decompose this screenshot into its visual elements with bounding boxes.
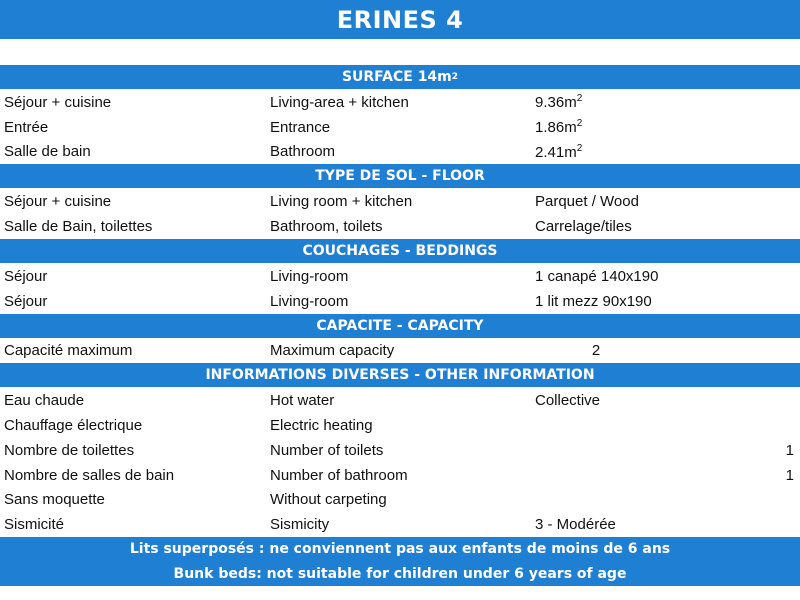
cell-en: Bathroom, toilets (270, 218, 383, 236)
floor-header-label: TYPE DE SOL - FLOOR (315, 168, 485, 185)
cell-value: 2 (591, 342, 601, 360)
cell-fr: Sans moquette (4, 491, 105, 509)
table-row (0, 90, 800, 115)
page-title (0, 0, 800, 39)
table-row (0, 339, 800, 364)
property-sheet (0, 65, 800, 586)
cell-value: 1 lit mezz 90x190 (535, 292, 652, 310)
table-row (0, 438, 800, 463)
cell-fr: Salle de Bain, toilettes (4, 218, 153, 236)
cell-en: Hot water (270, 392, 335, 410)
cell-fr: Nombre de toilettes (4, 441, 135, 459)
value-sup: 2 (576, 118, 583, 130)
cell-en: Number of bathroom (270, 466, 408, 484)
section-header-beddings (0, 239, 800, 264)
beddings-header-label: COUCHAGES - BEDDINGS (302, 242, 498, 259)
cell-en: Number of toilets (270, 441, 384, 459)
table-row (0, 214, 800, 239)
value-text: 9.36m (535, 94, 577, 112)
cell-en: Living-room (270, 267, 349, 285)
section-header-other (0, 363, 800, 388)
cell-value: Collective (535, 392, 601, 410)
surface-header-label: SURFACE 14m (341, 69, 452, 85)
table-row (0, 115, 800, 140)
table-row (0, 189, 800, 214)
footer-warning-fr (0, 537, 800, 562)
surface-header-sup: 2 (451, 72, 459, 82)
table-row (0, 388, 800, 413)
cell-value (532, 118, 800, 136)
cell-en: Entrance (270, 118, 331, 136)
cell-fr: Salle de bain (4, 143, 91, 161)
table-row (0, 289, 800, 314)
cell-en: Living-room (270, 292, 349, 310)
section-header-surface (0, 65, 800, 90)
value-text: 2.41m (535, 143, 577, 161)
cell-fr: Eau chaude (4, 392, 85, 410)
cell-en: Sismicity (270, 516, 330, 534)
cell-value: Parquet / Wood (535, 193, 639, 211)
cell-fr: Entrée (4, 118, 49, 136)
cell-value: Carrelage/tiles (535, 218, 632, 236)
cell-fr: Séjour + cuisine (4, 193, 112, 211)
value-sup: 2 (576, 142, 583, 154)
cell-value: 3 - Modérée (535, 516, 616, 534)
cell-en: Electric heating (270, 417, 373, 435)
table-row (0, 463, 800, 488)
footer-fr-text: Lits superposés : ne conviennent pas aux enfants de moins de 6 ans (129, 541, 671, 558)
cell-value: 1 (785, 466, 794, 484)
cell-en: Living room + kitchen (270, 193, 413, 211)
cell-en: Bathroom (270, 143, 336, 161)
cell-fr: Séjour + cuisine (4, 93, 112, 111)
value-sup: 2 (576, 93, 583, 105)
cell-fr: Nombre de salles de bain (4, 466, 175, 484)
footer-en-text: Bunk beds: not suitable for children under 6 years of age (173, 565, 627, 582)
cell-en: Maximum capacity (270, 342, 395, 360)
cell-value: 1 (785, 441, 794, 459)
title-text: ERINES 4 (336, 5, 464, 34)
cell-value (532, 143, 800, 161)
table-row (0, 512, 800, 537)
section-header-capacity (0, 314, 800, 339)
footer-warning-en (0, 562, 800, 587)
cell-fr: Capacité maximum (4, 342, 133, 360)
cell-value: 1 canapé 140x190 (535, 267, 659, 285)
cell-fr: Chauffage électrique (4, 417, 143, 435)
table-row (0, 413, 800, 438)
other-header-label: INFORMATIONS DIVERSES - OTHER INFORMATION (205, 367, 595, 384)
cell-en: Without carpeting (270, 491, 387, 509)
cell-fr: Séjour (4, 292, 48, 310)
capacity-header-label: CAPACITE - CAPACITY (316, 317, 484, 334)
table-row (0, 264, 800, 289)
cell-en: Living-area + kitchen (270, 93, 409, 111)
cell-value (532, 93, 800, 111)
cell-fr: Sismicité (4, 516, 65, 534)
cell-fr: Séjour (4, 267, 48, 285)
table-row (0, 140, 800, 165)
value-text: 1.86m (535, 119, 577, 137)
table-row (0, 488, 800, 513)
section-header-floor (0, 164, 800, 189)
